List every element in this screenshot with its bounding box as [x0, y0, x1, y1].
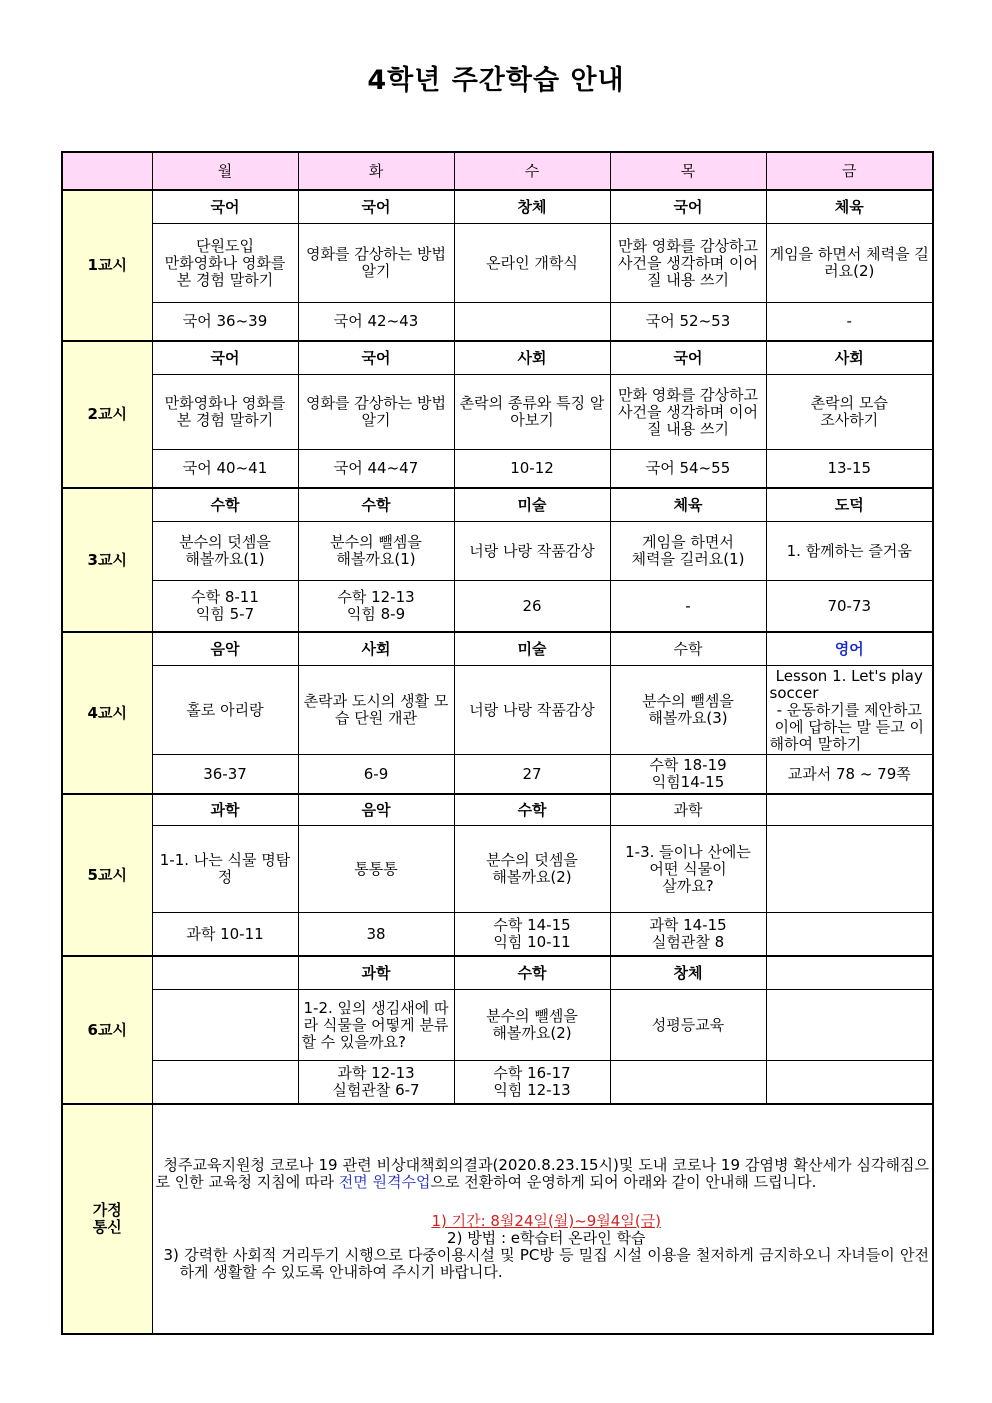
subject-cell: 사회 [454, 341, 610, 375]
lesson-content-cell: 촌락과 도시의 생활 모습 단원 개관 [298, 666, 454, 755]
subject-cell: 국어 [152, 190, 298, 224]
period-label: 3교시 [62, 488, 152, 632]
content-row [62, 224, 933, 303]
lesson-content-cell: 너랑 나랑 작품감상 [454, 522, 610, 581]
page-row [62, 581, 933, 633]
notice-intro [156, 1157, 930, 1191]
subject-cell: 음악 [152, 632, 298, 666]
textbook-page-cell [454, 303, 610, 342]
notice-item-method: 2) 방법 : e학습터 온라인 학습 [447, 1229, 646, 1247]
subject-cell: 체육 [766, 190, 933, 224]
content-row [62, 826, 933, 913]
subject-row [62, 190, 933, 224]
textbook-page-cell [152, 1061, 298, 1105]
textbook-page-cell: 국어 40~41 [152, 450, 298, 489]
subject-cell: 과학 [152, 794, 298, 826]
textbook-page-cell: 수학 18-19 익힘14-15 [610, 755, 766, 795]
lesson-content-cell: 분수의 덧셈을 해볼까요(1) [152, 522, 298, 581]
subject-cell: 국어 [298, 341, 454, 375]
lesson-content-cell: 촌락의 모습 조사하기 [766, 375, 933, 450]
lesson-content-cell: 홀로 아리랑 [152, 666, 298, 755]
day-header: 목 [610, 152, 766, 190]
textbook-page-cell: 국어 52~53 [610, 303, 766, 342]
subject-cell: 사회 [298, 632, 454, 666]
subject-cell: 국어 [298, 190, 454, 224]
subject-cell: 영어 [766, 632, 933, 666]
home-notice-body [152, 1104, 933, 1334]
subject-cell: 수학 [610, 632, 766, 666]
textbook-page-cell: 수학 14-15 익힘 10-11 [454, 913, 610, 957]
lesson-content-cell: 1-3. 들이나 산에는 어떤 식물이 살까요? [610, 826, 766, 913]
subject-cell: 국어 [152, 341, 298, 375]
subject-cell: 사회 [766, 341, 933, 375]
textbook-page-cell [610, 1061, 766, 1105]
subject-cell: 수학 [454, 794, 610, 826]
textbook-page-cell: 6-9 [298, 755, 454, 795]
textbook-page-cell: 국어 54~55 [610, 450, 766, 489]
subject-cell: 음악 [298, 794, 454, 826]
textbook-page-cell: 과학 10-11 [152, 913, 298, 957]
textbook-page-cell: 13-15 [766, 450, 933, 489]
subject-cell: 수학 [298, 488, 454, 522]
lesson-content-cell: 분수의 덧셈을 해볼까요(2) [454, 826, 610, 913]
textbook-page-cell: 수학 12-13 익힘 8-9 [298, 581, 454, 633]
subject-cell: 창체 [610, 956, 766, 990]
page-row [62, 913, 933, 957]
textbook-page-cell: 10-12 [454, 450, 610, 489]
subject-cell: 수학 [454, 956, 610, 990]
lesson-content-cell: 촌락의 종류와 특징 알아보기 [454, 375, 610, 450]
subject-row [62, 632, 933, 666]
home-notice-label: 가정 통신 [62, 1104, 152, 1334]
page-row [62, 450, 933, 489]
subject-cell: 과학 [298, 956, 454, 990]
lesson-content-cell: 분수의 뺄셈을 해볼까요(1) [298, 522, 454, 581]
period-label: 1교시 [62, 190, 152, 341]
lesson-content-cell: 분수의 뺄셈을 해볼까요(2) [454, 990, 610, 1061]
subject-cell [766, 956, 933, 990]
lesson-content-cell: 게임을 하면서 체력을 길러요(1) [610, 522, 766, 581]
page-row [62, 755, 933, 795]
subject-row [62, 794, 933, 826]
home-notice-row [62, 1104, 933, 1334]
period-label: 6교시 [62, 956, 152, 1104]
textbook-page-cell: 36-37 [152, 755, 298, 795]
subject-cell: 창체 [454, 190, 610, 224]
subject-row [62, 956, 933, 990]
corner-cell [62, 152, 152, 190]
textbook-page-cell [766, 913, 933, 957]
lesson-content-cell: 영화를 감상하는 방법 알기 [298, 224, 454, 303]
notice-intro-text-end: 으로 전환하여 운영하게 되어 아래와 같이 안내해 드립니다. [430, 1173, 817, 1191]
textbook-page-cell: 수학 16-17 익힘 12-13 [454, 1061, 610, 1105]
lesson-content-cell: 1-1. 나는 식물 명탐정 [152, 826, 298, 913]
day-header: 월 [152, 152, 298, 190]
textbook-page-cell: 과학 14-15 실험관찰 8 [610, 913, 766, 957]
content-row [62, 990, 933, 1061]
subject-row [62, 488, 933, 522]
lesson-content-cell [766, 990, 933, 1061]
lesson-content-cell: 만화 영화를 감상하고 사건을 생각하며 이어질 내용 쓰기 [610, 224, 766, 303]
subject-cell: 미술 [454, 488, 610, 522]
day-header: 화 [298, 152, 454, 190]
subject-cell: 국어 [610, 190, 766, 224]
day-header: 수 [454, 152, 610, 190]
period-label: 5교시 [62, 794, 152, 956]
textbook-page-cell: 국어 44~47 [298, 450, 454, 489]
notice-intro-text: 청주교육지원청 코로나 19 관련 비상대책회의결과(2020.8.23.15시)및 도내 코로나 19 감염병 확산세가 심각해짐으로 인한 교육청 지침에 따라 [155, 1156, 929, 1191]
lesson-content-cell: 1-2. 잎의 생김새에 따라 식물을 어떻게 분류할 수 있을까요? [298, 990, 454, 1061]
page-row [62, 303, 933, 342]
textbook-page-cell: 국어 42~43 [298, 303, 454, 342]
subject-cell [766, 794, 933, 826]
notice-item-period: 1) 기간: 8월24일(월)~9월4일(금) [431, 1212, 662, 1230]
lesson-content-cell: 만화 영화를 감상하고 사건을 생각하며 이어질 내용 쓰기 [610, 375, 766, 450]
lesson-content-cell: 온라인 개학식 [454, 224, 610, 303]
textbook-page-cell [766, 1061, 933, 1105]
period-label: 2교시 [62, 341, 152, 488]
textbook-page-cell: 27 [454, 755, 610, 795]
content-row [62, 666, 933, 755]
subject-cell: 미술 [454, 632, 610, 666]
textbook-page-cell: 70-73 [766, 581, 933, 633]
subject-row [62, 341, 933, 375]
page-row [62, 1061, 933, 1105]
lesson-content-cell: 1. 함께하는 즐거움 [766, 522, 933, 581]
lesson-content-cell: 만화영화나 영화를 본 경험 말하기 [152, 375, 298, 450]
textbook-page-cell: - [610, 581, 766, 633]
period-label: 4교시 [62, 632, 152, 794]
lesson-content-cell [766, 826, 933, 913]
textbook-page-cell: 수학 8-11 익힘 5-7 [152, 581, 298, 633]
textbook-page-cell: 26 [454, 581, 610, 633]
subject-cell: 체육 [610, 488, 766, 522]
subject-cell: 수학 [152, 488, 298, 522]
day-header: 금 [766, 152, 933, 190]
subject-cell [152, 956, 298, 990]
lesson-content-cell: 너랑 나랑 작품감상 [454, 666, 610, 755]
lesson-content-cell [152, 990, 298, 1061]
subject-cell: 도덕 [766, 488, 933, 522]
subject-cell: 과학 [610, 794, 766, 826]
textbook-page-cell: 38 [298, 913, 454, 957]
lesson-content-cell: 성평등교육 [610, 990, 766, 1061]
content-row [62, 375, 933, 450]
lesson-content-cell: 영화를 감상하는 방법 알기 [298, 375, 454, 450]
content-row [62, 522, 933, 581]
lesson-content-cell: 분수의 뺄셈을 해볼까요(3) [610, 666, 766, 755]
textbook-page-cell: 과학 12-13 실험관찰 6-7 [298, 1061, 454, 1105]
lesson-content-cell: 단원도입 만화영화나 영화를 본 경험 말하기 [152, 224, 298, 303]
notice-intro-highlight: 전면 원격수업 [338, 1173, 431, 1191]
page-title: 4학년 주간학습 안내 [367, 65, 625, 96]
textbook-page-cell: 교과서 78 ~ 79쪽 [766, 755, 933, 795]
lesson-content-cell: Lesson 1. Let's play soccer - 운동하기를 제안하고 이에 답하는 말 듣고 이해하여 말하기 [766, 666, 933, 755]
weekly-schedule-table [61, 151, 934, 1335]
textbook-page-cell: - [766, 303, 933, 342]
day-header-row [62, 152, 933, 190]
subject-cell: 국어 [610, 341, 766, 375]
textbook-page-cell: 국어 36~39 [152, 303, 298, 342]
lesson-content-cell: 통통통 [298, 826, 454, 913]
notice-item-distancing: 3) 강력한 사회적 거리두기 시행으로 다중이용시설 및 PC방 등 밀집 시설 이용을 철저하게 금지하오니 자녀들이 안전하게 생활할 수 있도록 안내하여 주시기 바랍니다. [163, 1246, 929, 1281]
lesson-content-cell: 게임을 하면서 체력을 길러요(2) [766, 224, 933, 303]
